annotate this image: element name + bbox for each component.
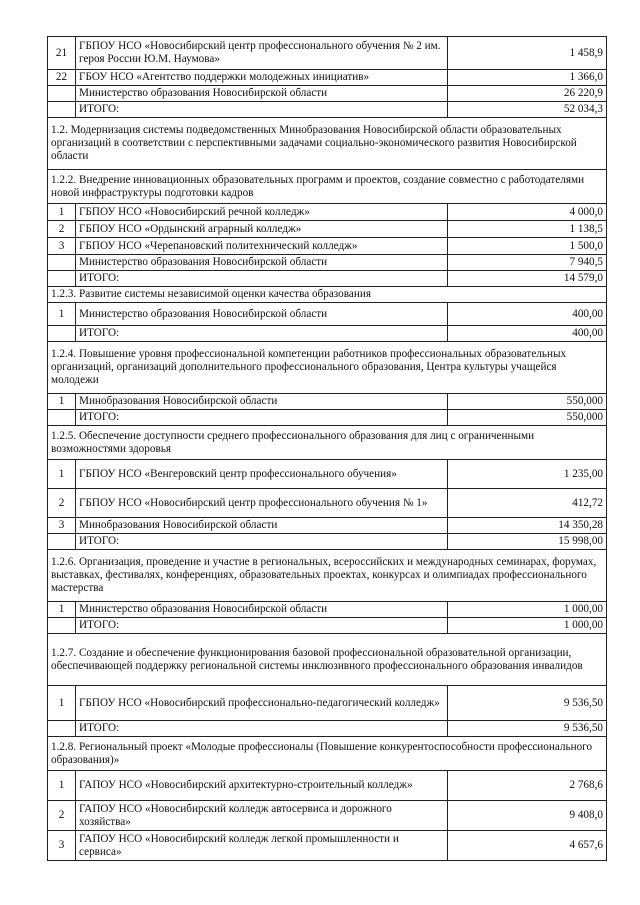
- amount-value: 1 500,0: [448, 238, 607, 255]
- organization-name: Министерство образования Новосибирской области: [76, 255, 448, 271]
- section-header-row: [48, 170, 607, 204]
- table-row: [48, 460, 607, 489]
- table-row: [48, 204, 607, 221]
- section-title: 1.2.8. Региональный проект «Молодые профессионалы (Повышение конкурентоспособности профессионального образования)»: [48, 737, 607, 771]
- organization-name: ИТОГО:: [76, 618, 448, 634]
- row-number: 1: [48, 204, 76, 221]
- organization-name: Министерство образования Новосибирской области: [76, 602, 448, 618]
- table-row: [48, 70, 607, 86]
- row-number: [48, 618, 76, 634]
- organization-name: ГБПОУ НСО «Ордынский аграрный колледж»: [76, 221, 448, 238]
- organization-name: ИТОГО:: [76, 534, 448, 550]
- amount-value: 9 536,50: [448, 721, 607, 737]
- section-title: 1.2.3. Развитие системы независимой оценки качества образования: [48, 287, 607, 303]
- organization-name: ИТОГО:: [76, 326, 448, 342]
- amount-value: 9 408,0: [448, 801, 607, 831]
- organization-name: Министерство образования Новосибирской области: [76, 86, 448, 102]
- budget-table: [47, 36, 607, 861]
- amount-value: 7 940,5: [448, 255, 607, 271]
- row-number: [48, 534, 76, 550]
- amount-value: 9 536,50: [448, 686, 607, 721]
- amount-value: 14 350,28: [448, 518, 607, 534]
- total-row: [48, 271, 607, 287]
- amount-value: 400,00: [448, 303, 607, 326]
- row-number: 1: [48, 771, 76, 801]
- organization-name: ГБПОУ НСО «Венгеровский центр профессионального обучения»: [76, 460, 448, 489]
- row-number: 1: [48, 460, 76, 489]
- amount-value: 1 000,00: [448, 618, 607, 634]
- organization-name: ГБПОУ НСО «Новосибирский центр профессионального обучения № 2 им. героя России Ю.М. Наумова»: [76, 37, 448, 70]
- row-number: 21: [48, 37, 76, 70]
- total-row: [48, 410, 607, 426]
- organization-name: ИТОГО:: [76, 271, 448, 287]
- organization-name: ГБПОУ НСО «Черепановский политехнический колледж»: [76, 238, 448, 255]
- row-number: [48, 102, 76, 118]
- organization-name: Минобразования Новосибирской области: [76, 394, 448, 410]
- organization-name: ИТОГО:: [76, 102, 448, 118]
- table-row: [48, 602, 607, 618]
- table-row: [48, 831, 607, 861]
- amount-value: 2 768,6: [448, 771, 607, 801]
- section-header-row: [48, 634, 607, 686]
- organization-name: ГАПОУ НСО «Новосибирский колледж легкой промышленности и сервиса»: [76, 831, 448, 861]
- budget-table-body: [48, 37, 607, 861]
- table-row: [48, 255, 607, 271]
- row-number: [48, 721, 76, 737]
- row-number: [48, 326, 76, 342]
- row-number: [48, 410, 76, 426]
- row-number: 2: [48, 801, 76, 831]
- organization-name: ИТОГО:: [76, 410, 448, 426]
- amount-value: 4 000,0: [448, 204, 607, 221]
- amount-value: 400,00: [448, 326, 607, 342]
- table-row: [48, 238, 607, 255]
- row-number: 3: [48, 238, 76, 255]
- organization-name: ГАПОУ НСО «Новосибирский архитектурно-строительный колледж»: [76, 771, 448, 801]
- section-header-row: [48, 342, 607, 394]
- row-number: 1: [48, 303, 76, 326]
- amount-value: 550,000: [448, 394, 607, 410]
- section-title: 1.2. Модернизация системы подведомственных Минобразования Новосибирской области образовательных организаций в соответствии с перспективными задачами социально-экономического развития Новосибирской области: [48, 118, 607, 170]
- amount-value: 412,72: [448, 489, 607, 518]
- section-title: 1.2.4. Повышение уровня профессиональной компетенции работников профессиональных образовательных организаций, организаций дополнительного профессионального образования, Центра культуры учащейся молодежи: [48, 342, 607, 394]
- table-row: [48, 86, 607, 102]
- row-number: 22: [48, 70, 76, 86]
- table-row: [48, 303, 607, 326]
- organization-name: Минобразования Новосибирской области: [76, 518, 448, 534]
- row-number: [48, 86, 76, 102]
- total-row: [48, 102, 607, 118]
- organization-name: ГБПОУ НСО «Новосибирский центр профессионального обучения № 1»: [76, 489, 448, 518]
- organization-name: ГБПОУ НСО «Новосибирский речной колледж»: [76, 204, 448, 221]
- table-row: [48, 686, 607, 721]
- total-row: [48, 326, 607, 342]
- table-row: [48, 221, 607, 238]
- amount-value: 1 366,0: [448, 70, 607, 86]
- organization-name: ГАПОУ НСО «Новосибирский колледж автосервиса и дорожного хозяйства»: [76, 801, 448, 831]
- total-row: [48, 721, 607, 737]
- organization-name: Министерство образования Новосибирской области: [76, 303, 448, 326]
- row-number: 1: [48, 394, 76, 410]
- section-header-row: [48, 287, 607, 303]
- table-row: [48, 489, 607, 518]
- amount-value: 1 458,9: [448, 37, 607, 70]
- organization-name: ГБПОУ НСО «Новосибирский профессионально-педагогический колледж»: [76, 686, 448, 721]
- row-number: 3: [48, 518, 76, 534]
- table-row: [48, 518, 607, 534]
- section-header-row: [48, 737, 607, 771]
- organization-name: ИТОГО:: [76, 721, 448, 737]
- organization-name: ГБОУ НСО «Агентство поддержки молодежных инициатив»: [76, 70, 448, 86]
- section-header-row: [48, 426, 607, 460]
- table-row: [48, 394, 607, 410]
- amount-value: 550,000: [448, 410, 607, 426]
- amount-value: 4 657,6: [448, 831, 607, 861]
- row-number: 1: [48, 686, 76, 721]
- row-number: [48, 255, 76, 271]
- total-row: [48, 534, 607, 550]
- amount-value: 52 034,3: [448, 102, 607, 118]
- section-header-row: [48, 118, 607, 170]
- amount-value: 1 138,5: [448, 221, 607, 238]
- row-number: 3: [48, 831, 76, 861]
- table-row: [48, 801, 607, 831]
- row-number: 2: [48, 221, 76, 238]
- section-header-row: [48, 550, 607, 602]
- amount-value: 15 998,00: [448, 534, 607, 550]
- section-title: 1.2.2. Внедрение инновационных образовательных программ и проектов, создание совместно с работодателями новой инфраструктуры подготовки кадров: [48, 170, 607, 204]
- row-number: 1: [48, 602, 76, 618]
- section-title: 1.2.6. Организация, проведение и участие в региональных, всероссийских и международных семинарах, форумах, выставках, фестивалях, конференциях, образовательных проектах, конкурсах и олимпиадах профессионального мастерства: [48, 550, 607, 602]
- section-title: 1.2.5. Обеспечение доступности среднего профессионального образования для лиц с ограниченными возможностями здоровья: [48, 426, 607, 460]
- row-number: 2: [48, 489, 76, 518]
- amount-value: 1 235,00: [448, 460, 607, 489]
- amount-value: 1 000,00: [448, 602, 607, 618]
- amount-value: 14 579,0: [448, 271, 607, 287]
- table-row: [48, 771, 607, 801]
- table-row: [48, 37, 607, 70]
- total-row: [48, 618, 607, 634]
- amount-value: 26 220,9: [448, 86, 607, 102]
- section-title: 1.2.7. Создание и обеспечение функционирования базовой профессиональной образовательной организации, обеспечивающей поддержку региональной системы инклюзивного профессионального образования инвалидов: [48, 634, 607, 686]
- row-number: [48, 271, 76, 287]
